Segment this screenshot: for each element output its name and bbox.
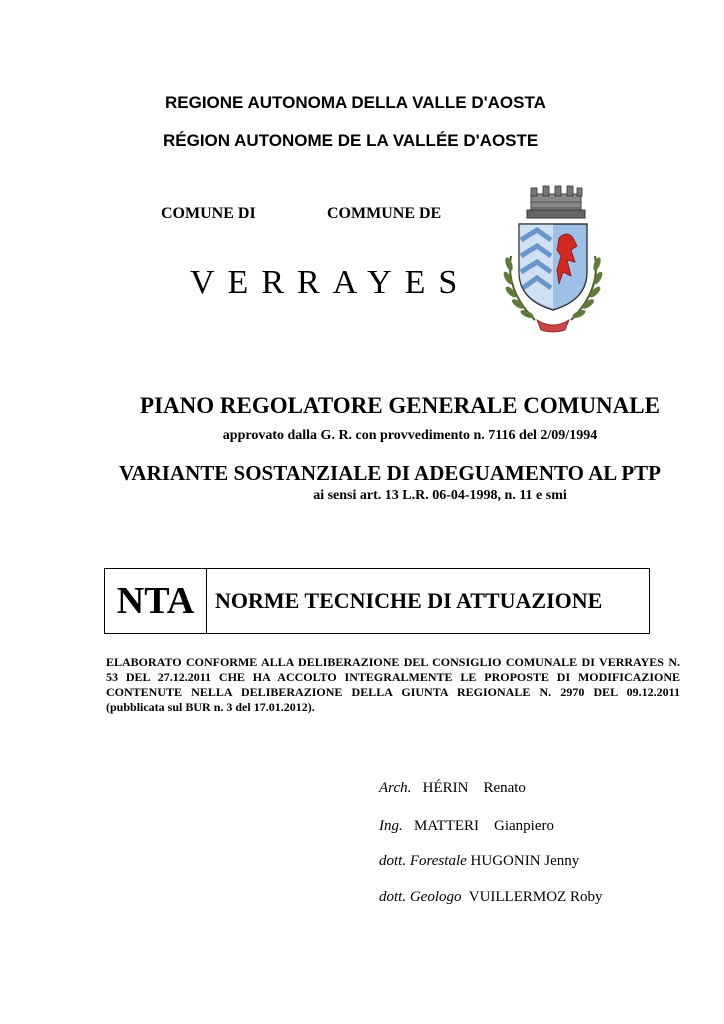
region-name-italian: REGIONE AUTONOMA DELLA VALLE D'AOSTA [165,93,546,112]
credit-title: dott. Geologo [379,889,462,905]
document-code-box [104,568,650,634]
credit-name: Renato [483,780,526,796]
crown-icon [527,186,585,218]
credit-name: Roby [569,889,603,905]
credit-name: Gianpiero [494,818,554,834]
credit-surname: VUILLERMOZ [468,889,567,905]
elaborato-statement: ELABORATO CONFORME ALLA DELIBERAZIONE DEL CONSIGLIO COMUNALE DI VERRAYES N. 53 DEL 27.12.2011 CHE HA ACCOLTO INTEGRALMENTE LE PROPOSTE DI MODIFICAZIONE CONTENUTE NELLA DELIBERAZIONE DELLA GIUNTA REGIONALE N. 2970 DEL 09.12.2011 (pubblicata sul BUR n. 3 del 17.01.2012). [106,655,680,714]
commune-label-french: COMMUNE DE [327,205,442,222]
region-name-french: RÉGION AUTONOME DE LA VALLÉE D'AOSTE [163,131,539,150]
credit-surname: MATTERI [414,818,479,834]
credit-name: Jenny [544,853,580,869]
plan-title: PIANO REGOLATORE GENERALE COMUNALE [140,393,660,418]
ribbon-icon [537,320,569,332]
coat-of-arms-icon [497,180,609,340]
variant-title: VARIANTE SOSTANZIALE DI ADEGUAMENTO AL PTP [118,461,662,485]
credit-title: Ing. [379,818,403,834]
credit-line [379,780,526,797]
credit-line [379,889,603,906]
document-code: NTA [105,569,207,633]
document-name: NORME TECNICHE DI ATTUAZIONE [215,588,603,613]
credit-surname: HUGONIN [470,853,541,869]
credit-title: dott. Forestale [379,853,467,869]
town-name: VERRAYES [190,264,471,301]
credit-title: Arch. [379,780,412,796]
credit-surname: HÉRIN [422,780,469,796]
credit-line [379,853,579,870]
shield-icon [519,224,587,310]
comune-label-italian: COMUNE DI [161,205,256,222]
plan-approval: approvato dalla G. R. con provvedimento n. 7116 del 2/09/1994 [222,428,598,443]
credit-line [379,818,554,835]
variant-law-reference: ai sensi art. 13 L.R. 06-04-1998, n. 11 e smi [313,488,567,503]
